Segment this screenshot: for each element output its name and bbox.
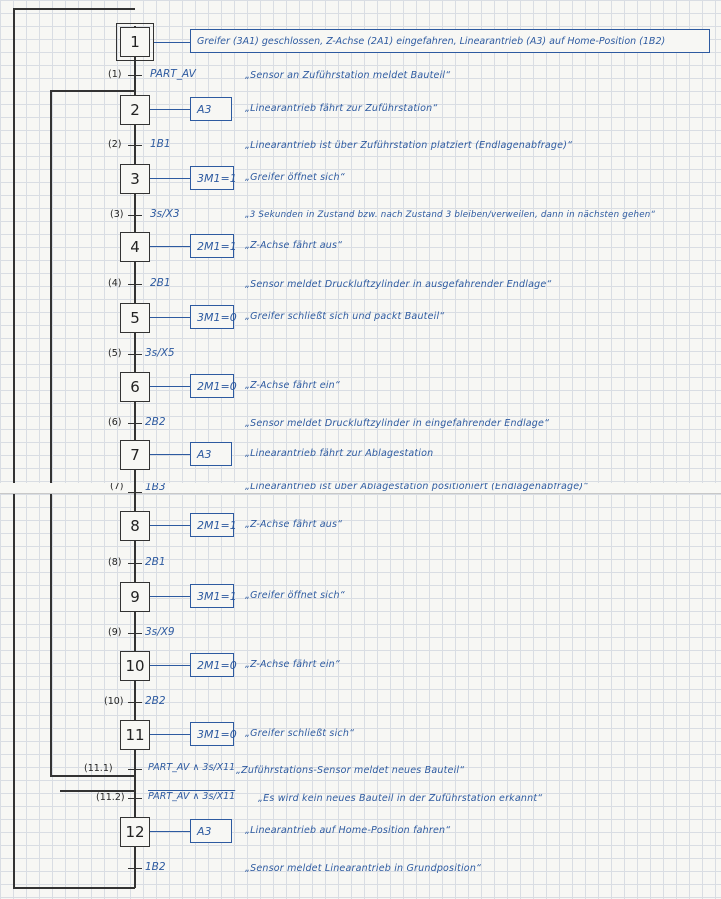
step-4: 4 xyxy=(120,232,150,262)
transition-3-description: „3 Sekunden in Zustand bzw. nach Zustand 3 bleiben/verweilen, dann in nächsten gehen“ xyxy=(245,210,656,220)
step-6-description: „Z-Achse fährt ein“ xyxy=(245,380,341,391)
action-link-12 xyxy=(150,831,190,832)
return-loop-top xyxy=(13,8,135,10)
transition-10-bar xyxy=(128,702,142,703)
step-7-description: „Linearantrieb fährt zur Ablagestation xyxy=(245,448,434,459)
action-link-3 xyxy=(150,178,190,179)
action-link-2 xyxy=(150,109,190,110)
action-step-7: A3 xyxy=(190,442,232,466)
transition-12-description: „Sensor meldet Linearantrieb in Grundposition“ xyxy=(245,863,482,874)
transition-11-2-condition: PART_AV ∧ 3s/X11 xyxy=(148,791,236,802)
transition-4-condition: 2B1 xyxy=(150,277,171,289)
transition-2-bar xyxy=(128,145,142,146)
loop-11-1-bottom xyxy=(50,775,135,777)
action-step-2: A3 xyxy=(190,97,232,121)
transition-3-number: (3) xyxy=(110,209,124,220)
transition-4-description: „Sensor meldet Druckluftzylinder in ausgefahrender Endlage“ xyxy=(245,279,552,290)
transition-11-1-bar xyxy=(128,769,142,770)
loop-11-1-top xyxy=(50,90,135,92)
transition-7-condition: 1B3 xyxy=(145,483,166,493)
transition-7-bar xyxy=(128,492,142,493)
transition-10-condition: 2B2 xyxy=(145,695,166,707)
transition-6-bar xyxy=(128,423,142,424)
transition-11-1-number: (11.1) xyxy=(84,763,113,774)
action-step-10: 2M1=0 xyxy=(190,653,234,677)
loop-11-1-vertical xyxy=(50,90,52,776)
step-5: 5 xyxy=(120,303,150,333)
step-1: 1 xyxy=(120,27,150,57)
transition-1-bar xyxy=(128,75,142,76)
step-11: 11 xyxy=(120,720,150,750)
transition-11-1-description: „Zuführstations-Sensor meldet neues Bauteil“ xyxy=(236,765,465,776)
step-2-description: „Linearantrieb fährt zur Zuführstation“ xyxy=(245,103,438,114)
transition-6-description: „Sensor meldet Druckluftzylinder in eingefahrender Endlage“ xyxy=(245,418,550,429)
step-9-description: „Greifer öffnet sich“ xyxy=(245,590,345,601)
transition-12-bar xyxy=(128,868,142,869)
step-8: 8 xyxy=(120,511,150,541)
transition-4-number: (4) xyxy=(108,278,122,289)
transition-7-strip xyxy=(0,483,721,493)
action-link-7 xyxy=(150,454,190,455)
step-5-description: „Greifer schließt sich und packt Bauteil“ xyxy=(245,311,445,322)
step-11-description: „Greifer schließt sich“ xyxy=(245,728,355,739)
return-loop-left-vertical xyxy=(13,8,15,888)
transition-2-number: (2) xyxy=(108,139,122,150)
action-step-1: Greifer (3A1) geschlossen, Z-Achse (2A1) eingefahren, Linearantrieb (A3) auf Home-Position (1B2) xyxy=(190,29,710,53)
return-loop-bottom xyxy=(13,887,135,889)
action-step-6: 2M1=0 xyxy=(190,374,234,398)
action-link-10 xyxy=(150,665,190,666)
transition-2-description: „Linearantrieb ist über Zuführstation platziert (Endlagenabfrage)“ xyxy=(245,140,573,151)
transition-10-number: (10) xyxy=(104,696,124,707)
step-12-description: „Linearantrieb auf Home-Position fahren“ xyxy=(245,825,451,836)
step-6: 6 xyxy=(120,372,150,402)
action-link-4 xyxy=(150,246,190,247)
transition-8-bar xyxy=(128,563,142,564)
transition-11-2-bar xyxy=(128,798,142,799)
transition-8-number: (8) xyxy=(108,557,122,568)
transition-1-condition: PART_AV xyxy=(150,68,196,80)
transition-7-number: (7) xyxy=(110,483,124,492)
step-2: 2 xyxy=(120,95,150,125)
step-3-description: „Greifer öffnet sich“ xyxy=(245,172,345,183)
action-step-12: A3 xyxy=(190,819,232,843)
transition-2-condition: 1B1 xyxy=(150,138,171,150)
transition-6-condition: 2B2 xyxy=(145,416,166,428)
step-10-description: „Z-Achse fährt ein“ xyxy=(245,659,341,670)
transition-9-bar xyxy=(128,633,142,634)
transition-1-number: (1) xyxy=(108,69,122,80)
step-10: 10 xyxy=(120,651,150,681)
step-8-description: „Z-Achse fährt aus“ xyxy=(245,519,343,530)
action-step-11: 3M1=0 xyxy=(190,722,234,746)
step-7: 7 xyxy=(120,440,150,470)
action-step-4: 2M1=1 xyxy=(190,234,234,258)
transition-9-number: (9) xyxy=(108,627,122,638)
transition-5-bar xyxy=(128,354,142,355)
action-step-5: 3M1=0 xyxy=(190,305,234,329)
main-flow-line-torn xyxy=(134,483,136,511)
action-step-3: 3M1=1 xyxy=(190,166,234,190)
transition-11-2-description: „Es wird kein neues Bauteil in der Zuführstation erkannt“ xyxy=(258,793,543,804)
transition-12-condition: 1B2 xyxy=(145,861,166,873)
transition-5-condition: 3s/X5 xyxy=(145,347,175,359)
transition-11-1-condition: PART_AV ∧ 3s/X11 xyxy=(148,762,236,773)
step-3: 3 xyxy=(120,164,150,194)
step-12: 12 xyxy=(120,817,150,847)
transition-11-2-number: (11.2) xyxy=(96,792,125,803)
step-9: 9 xyxy=(120,582,150,612)
transition-4-bar xyxy=(128,284,142,285)
action-link-8 xyxy=(150,525,190,526)
step-4-description: „Z-Achse fährt aus“ xyxy=(245,240,343,251)
action-step-8: 2M1=1 xyxy=(190,513,234,537)
transition-6-number: (6) xyxy=(108,417,122,428)
action-link-5 xyxy=(150,317,190,318)
action-link-9 xyxy=(150,596,190,597)
action-link-11 xyxy=(150,734,190,735)
action-link-6 xyxy=(150,386,190,387)
transition-1-description: „Sensor an Zuführstation meldet Bauteil“ xyxy=(245,70,451,81)
transition-3-condition: 3s/X3 xyxy=(150,208,180,220)
transition-9-condition: 3s/X9 xyxy=(145,626,175,638)
action-step-9: 3M1=1 xyxy=(190,584,234,608)
transition-3-bar xyxy=(128,215,142,216)
action-link-1 xyxy=(154,42,190,43)
transition-5-number: (5) xyxy=(108,348,122,359)
transition-7-description: „Linearantrieb ist über Ablagestation positioniert (Endlagenabfrage)“ xyxy=(245,483,589,492)
transition-8-condition: 2B1 xyxy=(145,556,166,568)
